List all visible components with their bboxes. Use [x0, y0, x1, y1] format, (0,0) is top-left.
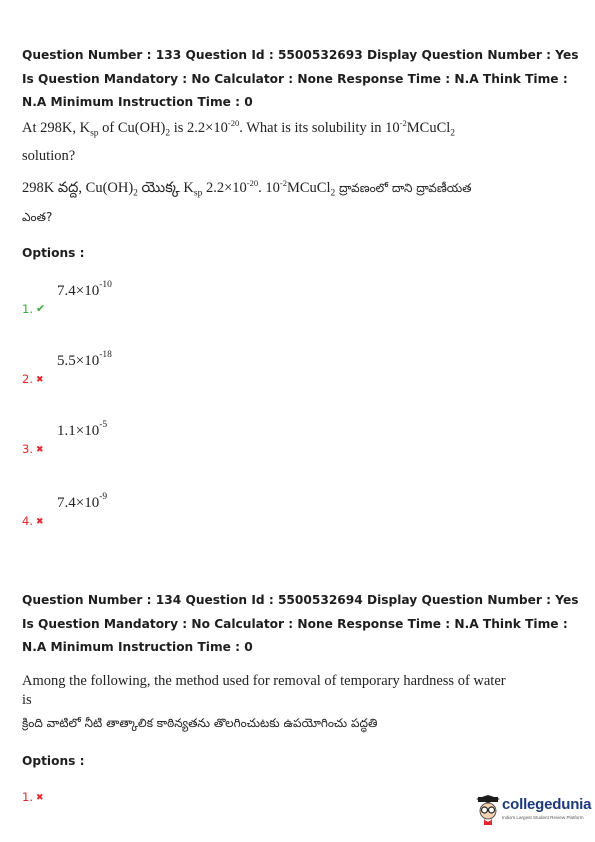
mascot-icon — [474, 795, 502, 825]
cross-icon: ✖ — [35, 793, 44, 803]
option-4[interactable] — [22, 494, 322, 528]
question-133-telugu-line-2: ఎంత? — [22, 210, 53, 224]
question-133-telugu-line-1: 298K వద్ద, $Cu(OH)_2$ యొక్క $K_{sp}$ $2.2\times 10^{-20}$. $10^{-2}MCuCl_2$ ద్రావణంలో దాని ద్రావణీయత — [22, 178, 472, 199]
logo-tagline: India's Largest Student Review Platform — [502, 815, 584, 820]
option-3-number: 3. ✖ — [22, 442, 44, 456]
check-icon: ✔ — [35, 302, 46, 315]
question-133-text — [22, 118, 582, 228]
cross-icon: ✖ — [35, 375, 44, 385]
logo-text: collegedunia — [502, 796, 592, 813]
question-133-english-line-2: solution? — [22, 148, 76, 164]
question-134-option-1[interactable] — [22, 770, 322, 804]
option-2-value: $5.5\times 10^{-18}$ — [57, 350, 112, 369]
question-134-option-1-number: 1. ✖ — [22, 790, 44, 804]
option-4-number: 4. ✖ — [22, 514, 44, 528]
option-1[interactable] — [22, 282, 322, 316]
question-134-options-label: Options : — [22, 754, 85, 768]
collegedunia-logo — [474, 795, 592, 825]
option-1-value: $7.4\times 10^{-10}$ — [57, 280, 112, 299]
option-2[interactable] — [22, 352, 322, 386]
option-2-number: 2. ✖ — [22, 372, 44, 386]
question-134-telugu-line-1: క్రింది వాటిలో నీటి తాత్కాలిక కాఠిన్యతను తొలగించుటకు ఉపయోగించు పద్ధతి — [22, 716, 378, 730]
question-133-english-line-1: At 298K, $K_{sp}$ of $Cu(OH)_2$ is $2.2\times 10^{-20}$. What is its solubility in $10^{-2}MCuCl_2$ — [22, 118, 456, 139]
question-134-header: Question Number : 134 Question Id : 5500532694 Display Question Number : Yes Is Question Mandatory : No Calculator : None Response Time : N.A Think Time : N.A Minimum Instruction Time : 0 — [22, 593, 579, 654]
question-133-options-label: Options : — [22, 246, 85, 260]
question-134-text — [22, 673, 582, 753]
question-134-english-line-2: is — [22, 692, 32, 708]
option-3-value: $1.1\times 10^{-5}$ — [57, 420, 108, 439]
cross-icon: ✖ — [35, 445, 44, 455]
question-133-header: Question Number : 133 Question Id : 5500532693 Display Question Number : Yes Is Question Mandatory : No Calculator : None Response Time : N.A Think Time : N.A Minimum Instruction Time : 0 — [22, 48, 579, 109]
option-3[interactable] — [22, 422, 322, 456]
cross-icon: ✖ — [35, 517, 44, 527]
option-4-value: $7.4\times 10^{-9}$ — [57, 492, 108, 511]
option-1-number: 1. ✔ — [22, 302, 46, 316]
question-134-english-line-1: Among the following, the method used for removal of temporary hardness of water — [22, 673, 506, 689]
